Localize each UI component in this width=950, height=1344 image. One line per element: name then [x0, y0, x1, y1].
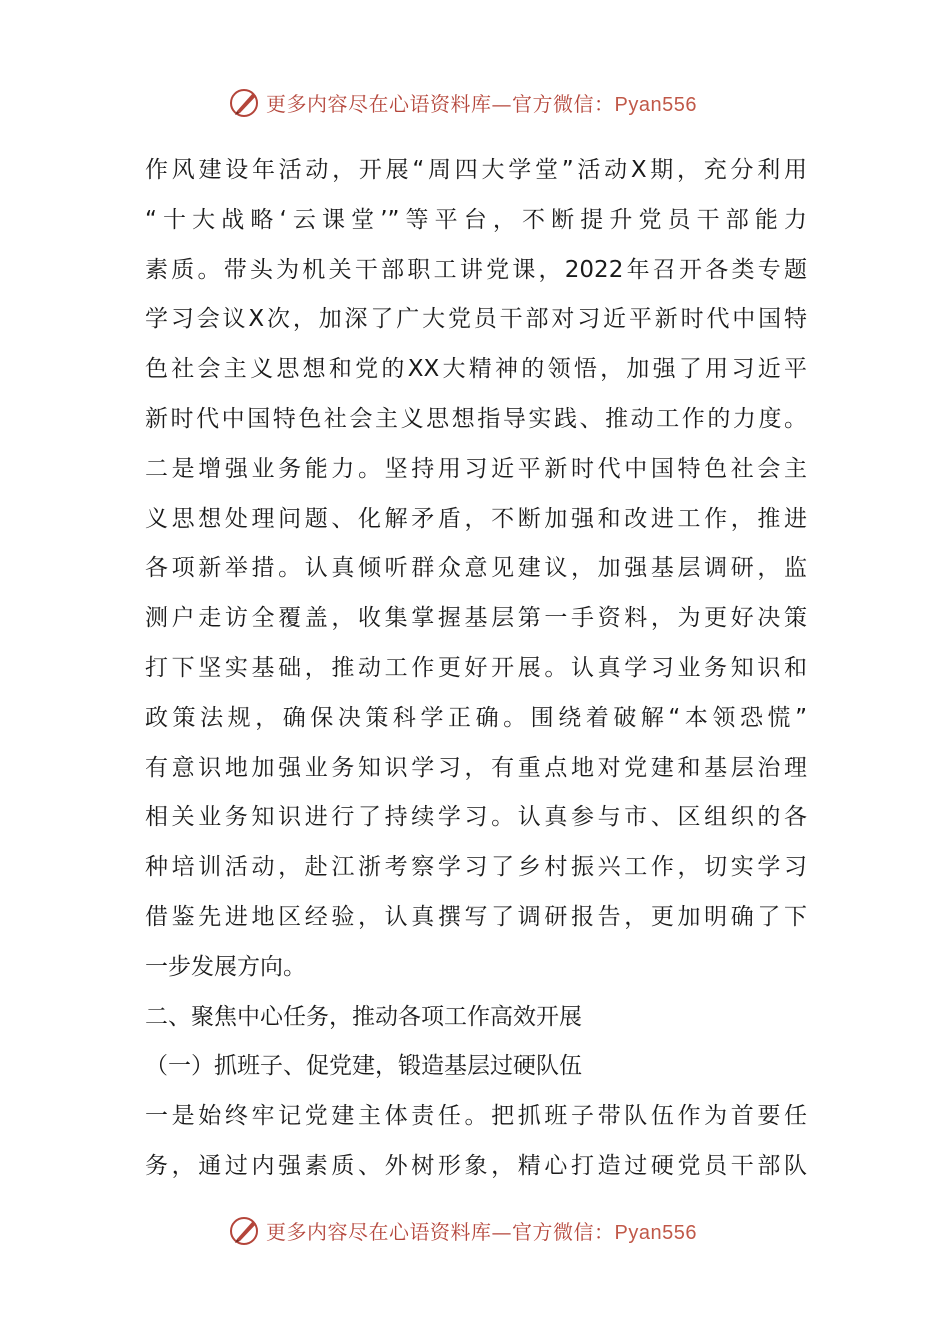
text-line: 学习会议X次，加深了广大党员干部对习近平新时代中国特	[145, 306, 807, 333]
text-line: 各项新举措。认真倾听群众意见建议，加强基层调研，监	[145, 555, 807, 582]
banner-text	[266, 1216, 697, 1245]
text-line: 相关业务知识进行了持续学习。认真参与市、区组织的各	[145, 804, 807, 831]
banner-text	[266, 88, 697, 117]
pen-logo-icon	[228, 85, 262, 119]
footer-watermark-banner	[228, 1210, 697, 1250]
banner-label: 更多内容尽在心语资料库—官方微信：	[266, 1219, 615, 1244]
text-line: 借鉴先进地区经验，认真撰写了调研报告，更加明确了下	[145, 903, 807, 930]
text-line: 政策法规，确保决策科学正确。围绕着破解“本领恐慌”	[145, 704, 807, 731]
text-line: 义思想处理问题、化解矛盾，不断加强和改进工作，推进	[145, 505, 807, 532]
pen-logo-icon	[228, 1213, 262, 1247]
subsection-heading: （一）抓班子、促党建，锻造基层过硬队伍	[145, 1053, 582, 1080]
text-line: 色社会主义思想和党的XX大精神的领悟，加强了用习近平	[145, 356, 807, 383]
text-line: 一是始终牢记党建主体责任。把抓班子带队伍作为首要任	[145, 1103, 807, 1130]
banner-label: 更多内容尽在心语资料库—官方微信：	[266, 91, 615, 116]
text-line: 素质。带头为机关干部职工讲党课，2022年召开各类专题	[145, 256, 807, 283]
text-line: 测户走访全覆盖，收集掌握基层第一手资料，为更好决策	[145, 605, 807, 632]
text-line: 打下坚实基础，推动工作更好开展。认真学习业务知识和	[145, 654, 807, 681]
text-line: 新时代中国特色社会主义思想指导实践、推动工作的力度。	[145, 405, 807, 432]
text-line: 有意识地加强业务知识学习，有重点地对党建和基层治理	[145, 754, 807, 781]
section-heading: 二、聚焦中心任务，推动各项工作高效开展	[145, 1003, 582, 1030]
banner-handle: Pyan556	[614, 1221, 697, 1244]
text-line: 作风建设年活动，开展“周四大学堂”活动X期，充分利用	[145, 157, 807, 183]
text-line: 种培训活动，赴江浙考察学习了乡村振兴工作，切实学习	[145, 854, 807, 881]
text-line: “十大战略‘云课堂’”等平台，不断提升党员干部能力	[145, 206, 807, 233]
text-line: 务，通过内强素质、外树形象，精心打造过硬党员干部队	[145, 1152, 807, 1179]
banner-handle: Pyan556	[614, 93, 697, 116]
document-body	[145, 146, 807, 1192]
text-line: 一步发展方向。	[145, 953, 306, 980]
header-watermark-banner	[228, 82, 697, 122]
text-line: 二是增强业务能力。坚持用习近平新时代中国特色社会主	[145, 455, 807, 482]
